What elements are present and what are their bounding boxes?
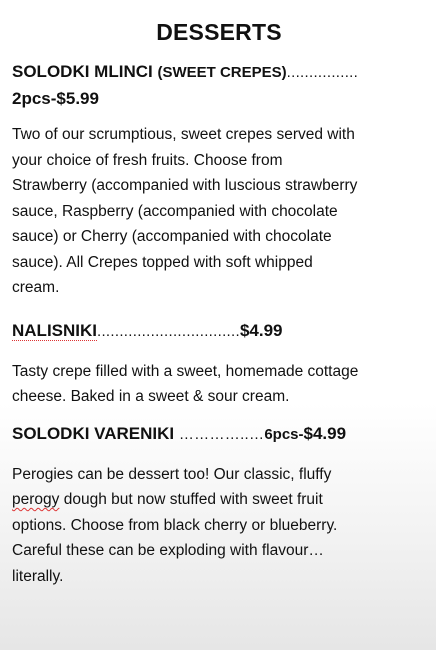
item-heading [12, 319, 422, 344]
item-price-prefix: 6pcs- [264, 425, 304, 443]
item-name: SOLODKI MLINCI [12, 62, 153, 81]
item-description [12, 359, 422, 410]
description-line-text: dough but now stuffed with sweet fruit [63, 491, 323, 508]
description-line: Strawberry (accompanied with luscious strawberry [12, 177, 358, 194]
item-subtitle: (SWEET CREPES) [157, 64, 287, 81]
menu-item-solodki-mlinci [12, 60, 422, 301]
dot-leader: …………..… [178, 425, 265, 443]
description-line [12, 487, 422, 513]
item-heading [12, 422, 422, 447]
item-price: $4.99 [239, 320, 283, 340]
description-line: options. Choose from black cherry or blueberry. [12, 516, 338, 534]
description-line: cheese. Baked in a sweet & sour cream. [12, 388, 290, 405]
item-description [12, 122, 422, 301]
description-line: sauce, Raspberry (accompanied with chocolate [12, 202, 338, 220]
item-price: 2pcs-$5.99 [12, 89, 99, 108]
item-description [12, 462, 422, 590]
misspelled-word: perogy [12, 491, 60, 508]
description-line: Careful these can be exploding with flavour… [12, 542, 324, 559]
description-line: sauce) or Cherry (accompanied with chocolate [12, 228, 332, 245]
item-name: NALISNIKI [12, 320, 97, 340]
menu-item-solodki-vareniki [12, 422, 422, 590]
description-line: Perogies can be dessert too! Our classic, fluffy [12, 465, 332, 483]
description-line: cream. [12, 279, 60, 296]
page-title: DESSERTS [156, 19, 282, 45]
dot-leader: ................................ [97, 322, 240, 340]
item-price: $4.99 [303, 423, 347, 443]
description-line: literally. [12, 567, 64, 585]
description-line: Two of our scrumptious, sweet crepes served with [12, 126, 355, 143]
description-line: sauce). All Crepes topped with soft whipped [12, 253, 313, 271]
description-line: your choice of fresh fruits. Choose from [12, 151, 283, 169]
description-line: Tasty crepe filled with a sweet, homemade cottage [12, 362, 359, 380]
item-name: SOLODKI VARENIKI [12, 423, 175, 443]
item-heading [12, 60, 422, 85]
menu-item-nalisniki [12, 319, 422, 410]
dot-leader: ................ [286, 64, 359, 81]
